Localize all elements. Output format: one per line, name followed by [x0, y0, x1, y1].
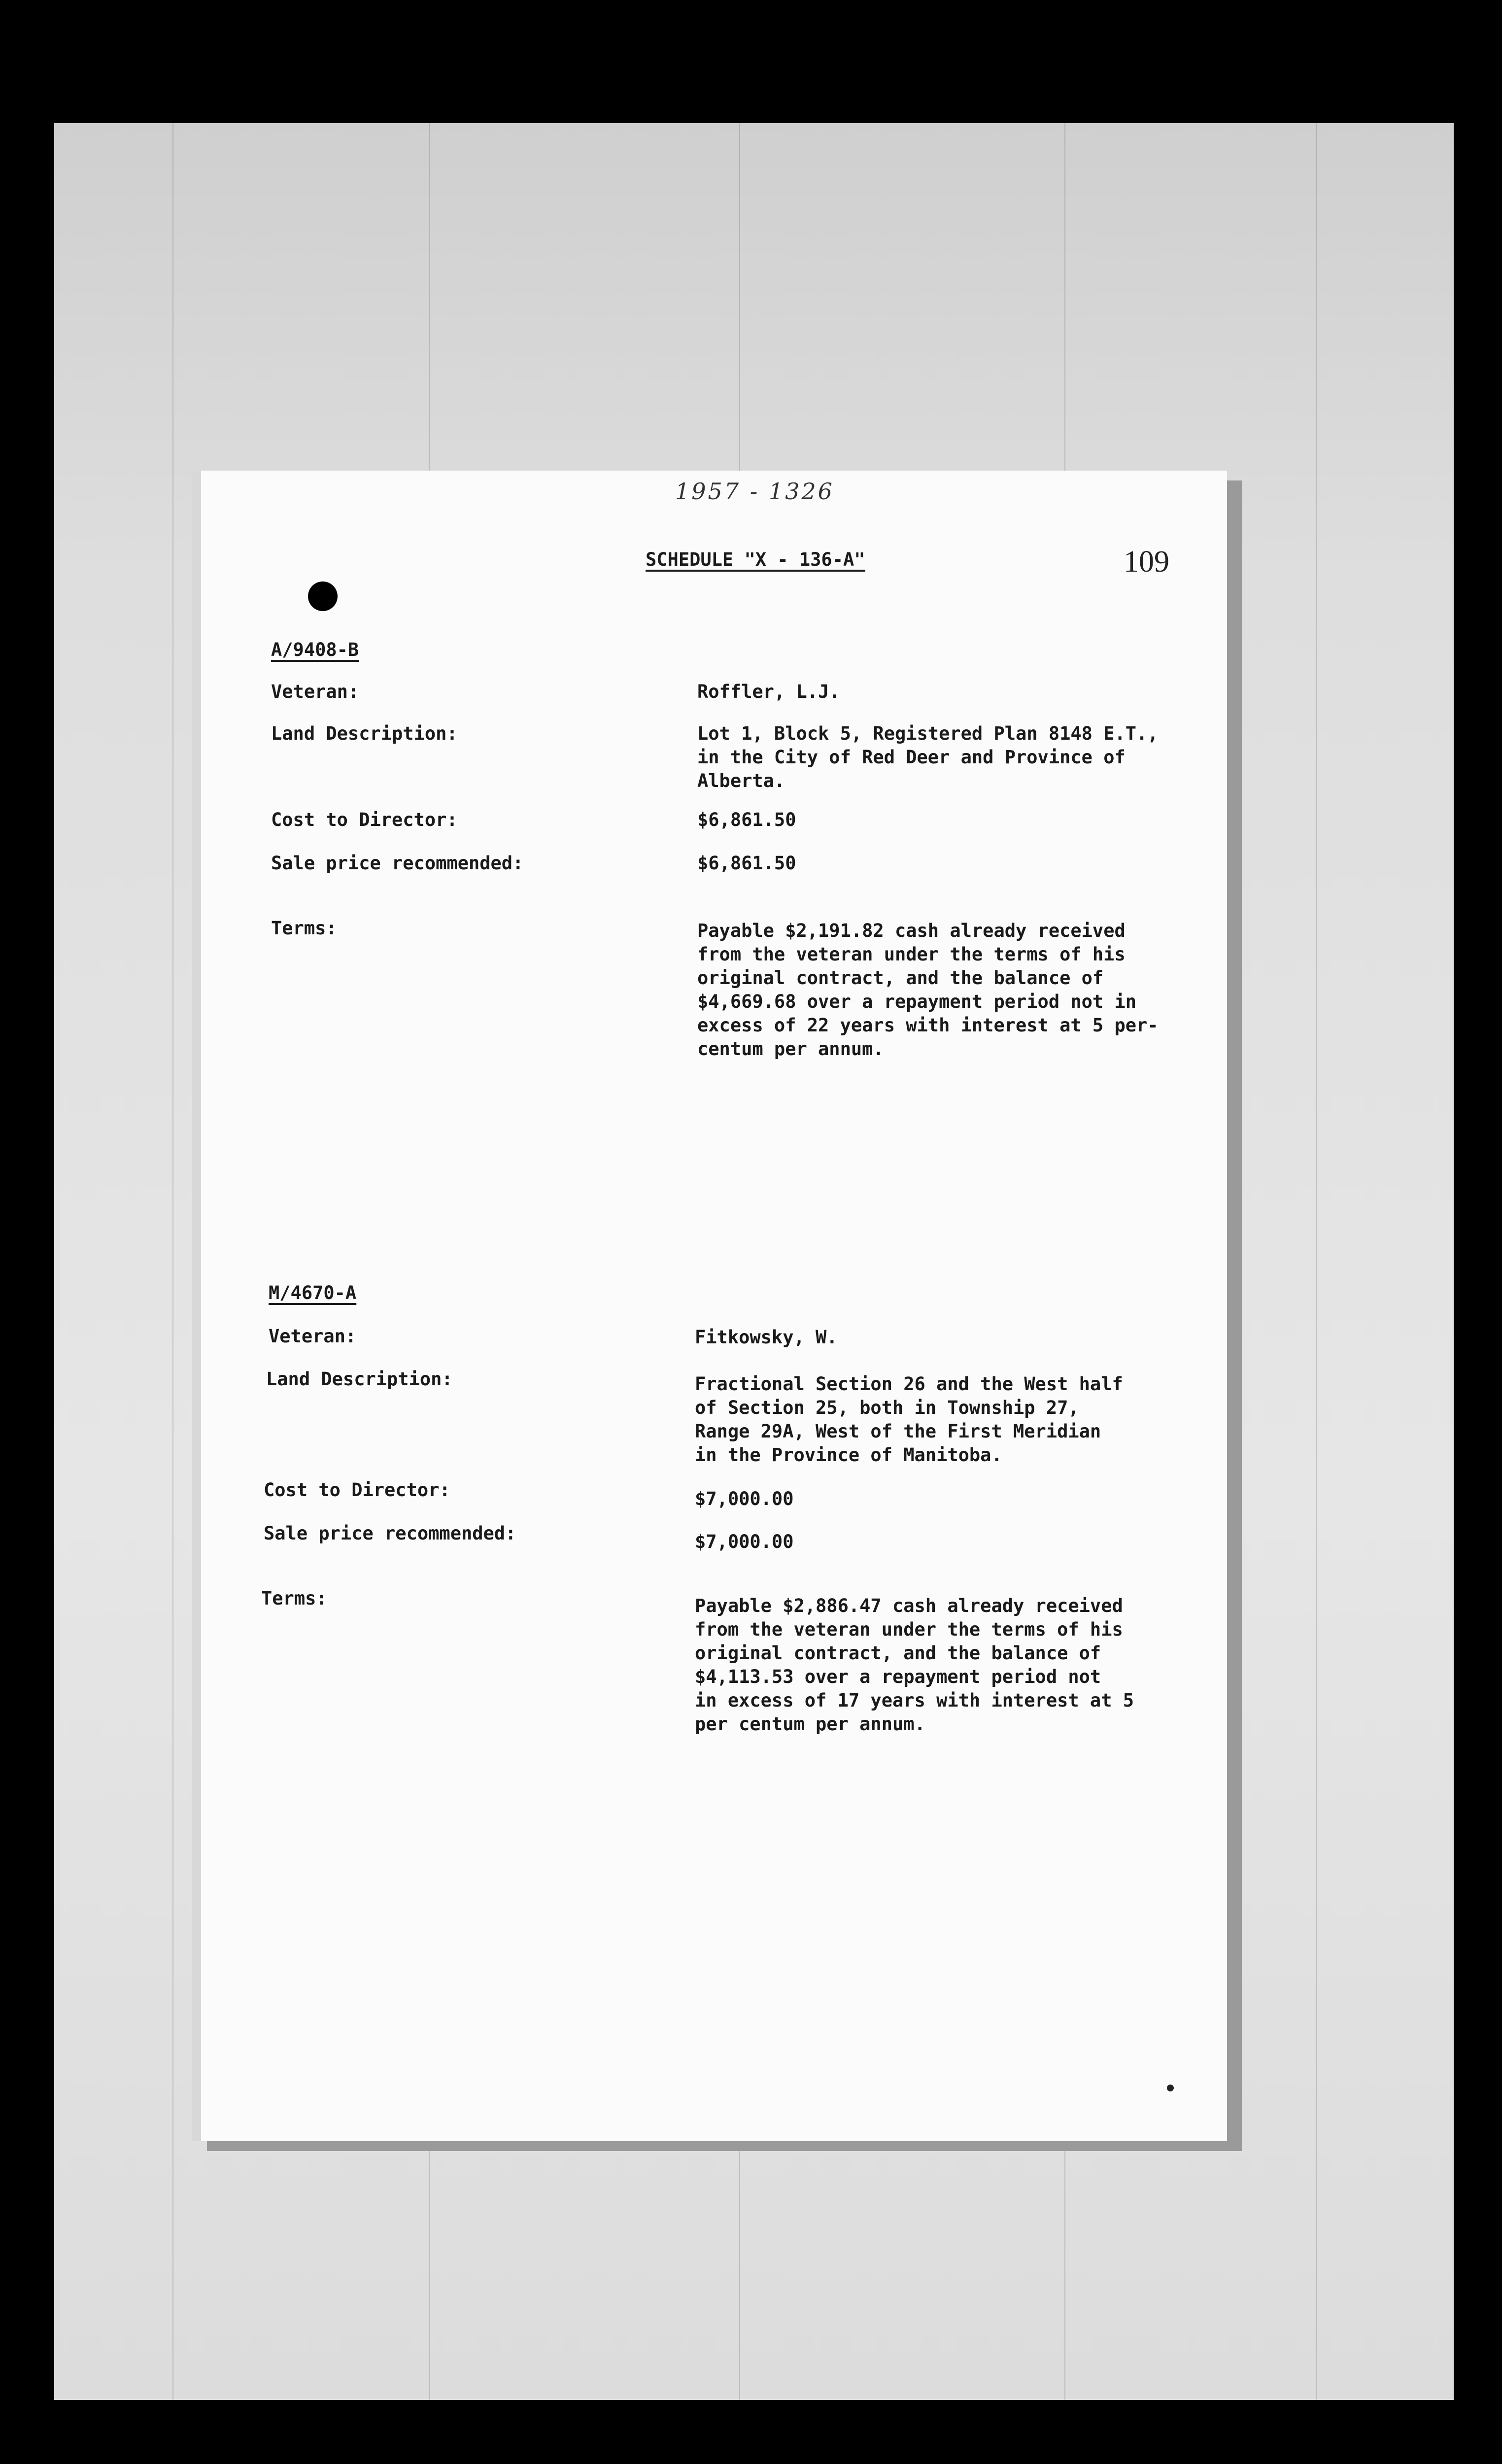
- terms-label-1: Terms:: [271, 918, 337, 939]
- veteran-name-1: Roffler, L.J.: [697, 681, 840, 702]
- terms-text-2: Payable $2,886.47 cash already received from the veteran under the terms of his original contract, and the balance of $4,113.53 over a repayment period not in excess of 17 years with interest at 5 per centum per annum.: [695, 1595, 1134, 1735]
- sale-label-2: Sale price recommended:: [264, 1523, 516, 1544]
- cost-value-2: $7,000.00: [695, 1488, 794, 1509]
- land-label-2: Land Description:: [266, 1369, 453, 1390]
- punch-hole: [308, 582, 338, 611]
- ink-mark: [1167, 2085, 1174, 2091]
- document-sheet: [192, 471, 1227, 2141]
- sheet-edge: [192, 471, 201, 2141]
- cost-label-2: Cost to Director:: [264, 1479, 450, 1501]
- film-streak: [172, 123, 173, 2400]
- page-number: 109: [1124, 545, 1169, 579]
- file-number-2: M/4670-A: [269, 1282, 357, 1303]
- terms-label-2: Terms:: [261, 1588, 327, 1609]
- film-streak: [1316, 123, 1317, 2400]
- sale-value-1: $6,861.50: [697, 853, 796, 874]
- schedule-title: SCHEDULE "X - 136-A": [646, 549, 865, 570]
- veteran-label-1: Veteran:: [271, 681, 359, 702]
- veteran-label-2: Veteran:: [269, 1326, 357, 1347]
- sale-label-1: Sale price recommended:: [271, 853, 524, 874]
- handwritten-file-note: 1957 - 1326: [675, 478, 834, 505]
- land-label-1: Land Description:: [271, 723, 458, 744]
- file-number-1: A/9408-B: [271, 639, 359, 660]
- cost-label-1: Cost to Director:: [271, 809, 458, 830]
- cost-value-1: $6,861.50: [697, 809, 796, 830]
- terms-text-1: Payable $2,191.82 cash already received from the veteran under the terms of his original contract, and the balance of $4,669.68 over a repayment period not in excess of 22 years with interest at 5 per- centum per annum.: [697, 920, 1159, 1060]
- sale-value-2: $7,000.00: [695, 1531, 794, 1552]
- land-description-2: Fractional Section 26 and the West half of Section 25, both in Township 27, Range 29A, West of the First Meridian in the Province of Manitoba.: [695, 1373, 1123, 1466]
- land-description-1: Lot 1, Block 5, Registered Plan 8148 E.T., in the City of Red Deer and Province of Alberta.: [697, 723, 1159, 791]
- veteran-name-2: Fitkowsky, W.: [695, 1327, 838, 1348]
